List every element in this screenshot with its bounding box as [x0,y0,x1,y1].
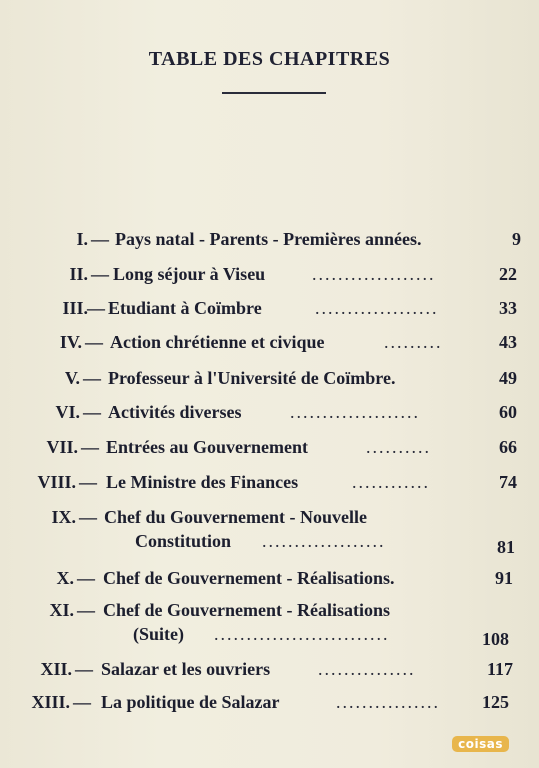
toc-entry [0,568,539,592]
toc-entry [0,298,539,322]
page-number: 43 [499,332,517,352]
page-number: 33 [499,298,517,318]
chapter-title: Le Ministre des Finances [106,472,299,492]
chapter-title: Activités diverses [108,402,242,422]
page-number: 49 [499,368,517,388]
toc-entry [0,264,539,288]
toc-entry-continuation [0,531,539,555]
chapter-title: La politique de Salazar [101,692,280,712]
page-title: TABLE DES CHAPITRES [148,48,391,70]
page-number: 81 [497,537,515,557]
leader-dots: ........................... [214,624,390,644]
leader-dots: .................... [290,402,420,422]
chapter-number: V. [64,368,80,388]
leader-dots: ................... [312,264,436,284]
leader-dots: ................... [262,531,386,551]
toc-entry [0,437,539,461]
page-number: 117 [486,659,513,679]
chapter-dash: — [79,507,97,527]
chapter-dash: — [81,437,99,457]
page-number: 60 [499,402,517,422]
leader-dots: ................ [336,692,440,712]
chapter-dash: — [79,472,97,492]
chapter-dash: — [85,332,103,352]
chapter-dash: — [75,659,93,679]
chapter-title: Chef de Gouvernement - Réalisations [103,600,390,620]
page-number: 66 [499,437,517,457]
chapter-number: II. [69,264,88,284]
leader-dots: ............... [318,659,416,679]
chapter-number: XII. [40,659,72,679]
leader-dots: ......... [384,332,443,352]
toc-entry [0,507,539,531]
page-number: 91 [495,568,513,588]
toc-entry [0,368,539,392]
chapter-dash: — [87,298,105,318]
chapter-number: XI. [49,600,74,620]
chapter-title: Long séjour à Viseu [113,264,266,284]
chapter-title: Chef du Gouvernement - Nouvelle [104,507,367,527]
page-number: 125 [482,692,509,712]
page-number: 9 [512,229,521,249]
chapter-number: III. [62,298,88,318]
chapter-number: XIII. [31,692,70,712]
toc-entry [0,229,539,253]
toc-entry [0,472,539,496]
leader-dots: .......... [366,437,431,457]
chapter-number: I. [76,229,88,249]
chapter-title: Pays natal - Parents - Premières années. [115,229,422,249]
toc-entry [0,600,539,624]
leader-dots: ................... [315,298,439,318]
chapter-title: Etudiant à Coïmbre [108,298,262,318]
chapter-number: X. [56,568,74,588]
chapter-title: Professeur à l'Université de Coïmbre. [108,368,396,388]
toc-entry [0,659,539,683]
chapter-dash: — [91,264,109,284]
title-underline [222,92,326,94]
chapter-number: IV. [59,332,82,352]
chapter-dash: — [73,692,91,712]
page-number: 108 [482,629,509,649]
chapter-title-line2: Constitution [135,531,232,551]
chapter-dash: — [77,600,95,620]
chapter-number: VI. [55,402,80,422]
chapter-dash: — [91,229,109,249]
chapter-dash: — [83,368,101,388]
chapter-number: VII. [46,437,78,457]
chapter-title: Chef de Gouvernement - Réalisations. [103,568,395,588]
leader-dots: ............ [352,472,430,492]
chapter-title: Salazar et les ouvriers [101,659,271,679]
toc-entry [0,402,539,426]
page-number: 22 [499,264,517,284]
chapter-number: VIII. [37,472,76,492]
toc-entry [0,332,539,356]
watermark-logo: coisas [452,736,509,752]
toc-entry [0,692,539,716]
toc-entry-continuation [0,624,539,648]
chapter-number: IX. [51,507,76,527]
chapter-title-line2: (Suite) [133,624,184,644]
chapter-title: Entrées au Gouvernement [106,437,308,457]
page-number: 74 [499,472,517,492]
chapter-dash: — [77,568,95,588]
chapter-title: Action chrétienne et civique [110,332,325,352]
chapter-dash: — [83,402,101,422]
